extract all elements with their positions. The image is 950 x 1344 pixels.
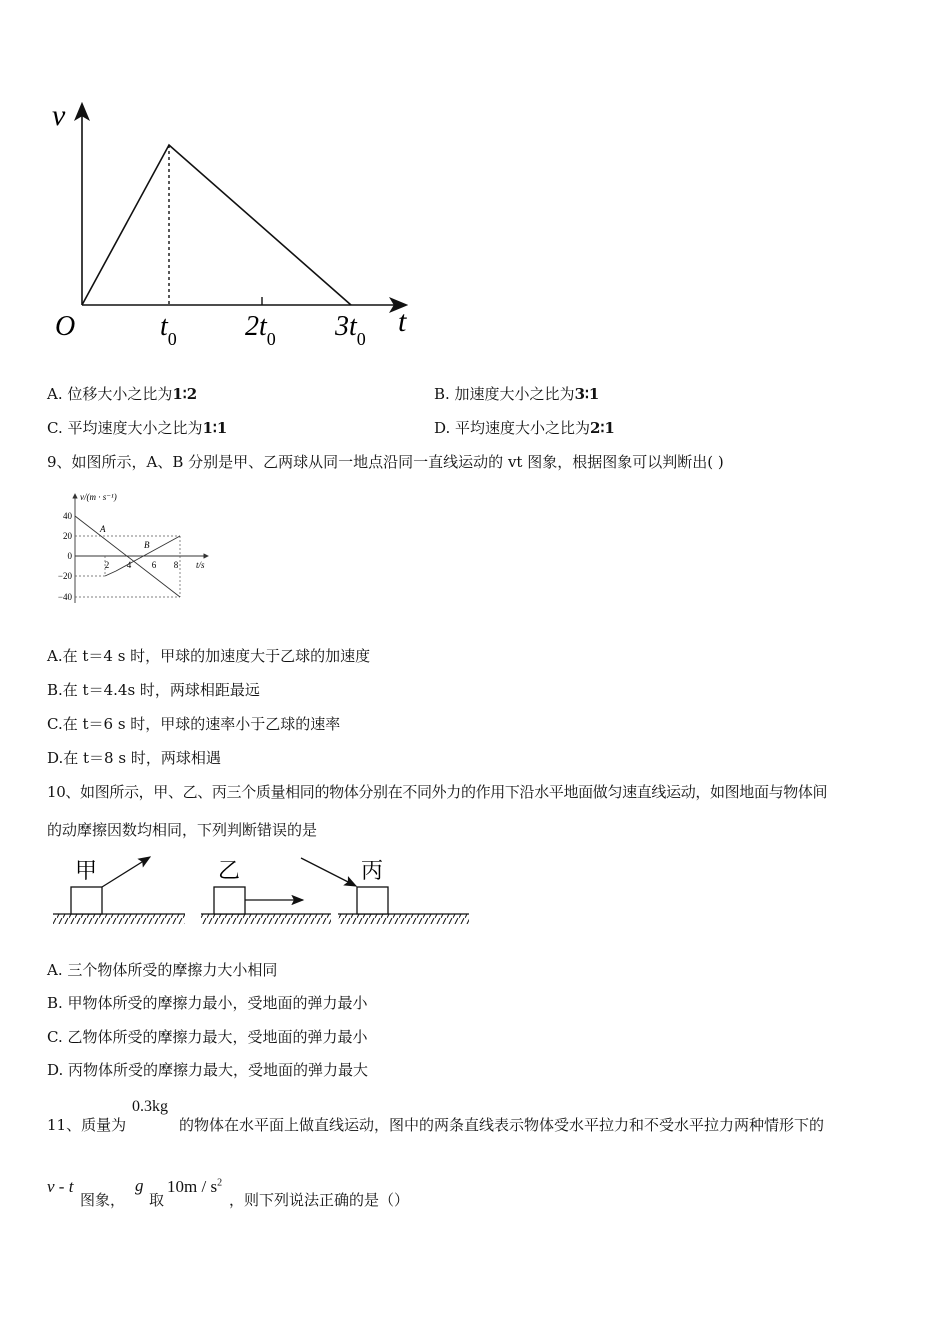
q10-option-b: B. 甲物体所受的摩擦力最小，受地面的弹力最小 (47, 994, 368, 1012)
q11-stem-line1: 11、质量为 (47, 1116, 127, 1134)
q9-stem: 9、如图所示，A、B 分别是甲、乙两球从同一地点沿同一直线运动的 vt 图象，根据图象可以判断出( ) (47, 453, 724, 471)
q10-stem-line1: 10、如图所示，甲、乙、丙三个质量相同的物体分别在不同外力的作用下沿水平地面做匀速直线运动，如图地面与物体间 (47, 783, 828, 801)
q9-option-c: C.在 t＝6 s 时，甲球的速率小于乙球的速率 (47, 715, 341, 733)
q9-line-b-label: B (144, 540, 150, 550)
label-yi: 乙 (218, 858, 241, 883)
q8-option-a: A. 位移大小之比为1∶2 (47, 385, 198, 403)
q9-line-a-label: A (100, 524, 106, 534)
x-axis-label: t (398, 305, 407, 338)
tick-label-t0: $t_0$ (160, 311, 177, 349)
q8-option-d: D. 平均速度大小之比为2∶1 (434, 419, 615, 437)
q10-option-d: D. 丙物体所受的摩擦力最大，受地面的弹力最大 (47, 1061, 369, 1079)
q9-ytick-0: 0 (67, 551, 72, 561)
q10-blocks-figure (45, 848, 475, 930)
vt-triangle-graph (40, 95, 430, 360)
y-axis-label: v (52, 99, 66, 132)
q9-option-b: B.在 t＝4.4s 时，两球相距最远 (47, 681, 260, 699)
q11-g-value: $10m / s^2$ (167, 1177, 223, 1196)
q9-ytick-m20: −20 (57, 571, 72, 581)
tick-label-2t0: $2t_0$ (245, 311, 276, 349)
label-bing: 丙 (361, 858, 384, 883)
q9-ytick-20: 20 (63, 531, 72, 541)
q9-vt-graph (50, 488, 220, 608)
q11-take: 取 (149, 1191, 165, 1209)
q9-option-a: A.在 t＝4 s 时，甲球的加速度大于乙球的加速度 (47, 647, 371, 665)
q8-option-c: C. 平均速度大小之比为1∶1 (47, 419, 228, 437)
block-yi (214, 887, 245, 914)
q9-xtick-6: 6 (151, 560, 157, 570)
q10-option-a: A. 三个物体所受的摩擦力大小相同 (47, 961, 278, 979)
q9-x-axis-label: t/s (196, 560, 205, 570)
force-arrow-jia (102, 857, 150, 887)
q9-ytick-40: 40 (63, 511, 72, 521)
q9-line-a (75, 516, 180, 597)
label-jia: 甲 (75, 858, 98, 883)
q10-stem-line2: 的动摩擦因数均相同，下列判断错误的是 (47, 821, 318, 839)
velocity-line (82, 145, 351, 305)
q10-option-c: C. 乙物体所受的摩擦力最大，受地面的弹力最小 (47, 1028, 368, 1046)
q8-option-b: B. 加速度大小之比为3∶1 (434, 385, 600, 403)
q9-option-d: D.在 t＝8 s 时，两球相遇 (47, 749, 221, 767)
q11-mass: 0.3kg (132, 1098, 168, 1115)
origin-label: O (55, 311, 76, 342)
q11-vt-symbol: v - t (47, 1177, 74, 1196)
q9-xtick-8: 8 (173, 560, 179, 570)
q9-xtick-4: 4 (126, 560, 132, 570)
q9-ytick-m40: −40 (57, 592, 72, 602)
q9-xtick-2: 2 (104, 560, 110, 570)
q11-g-symbol: g (135, 1176, 144, 1195)
q11-line2-a: 图象， (80, 1191, 126, 1209)
q11-stem-rest: 的物体在水平面上做直线运动，图中的两条直线表示物体受水平拉力和不受水平拉力两种情形下的 (179, 1116, 825, 1134)
q9-y-axis-label: v/(m · s⁻¹) (80, 492, 117, 502)
force-arrow-bing (301, 858, 356, 886)
q11-line2-end: ，则下列说法正确的是（） (229, 1191, 410, 1209)
block-jia (71, 887, 102, 914)
block-bing (357, 887, 388, 914)
tick-label-3t0: $3t_0$ (335, 311, 366, 349)
